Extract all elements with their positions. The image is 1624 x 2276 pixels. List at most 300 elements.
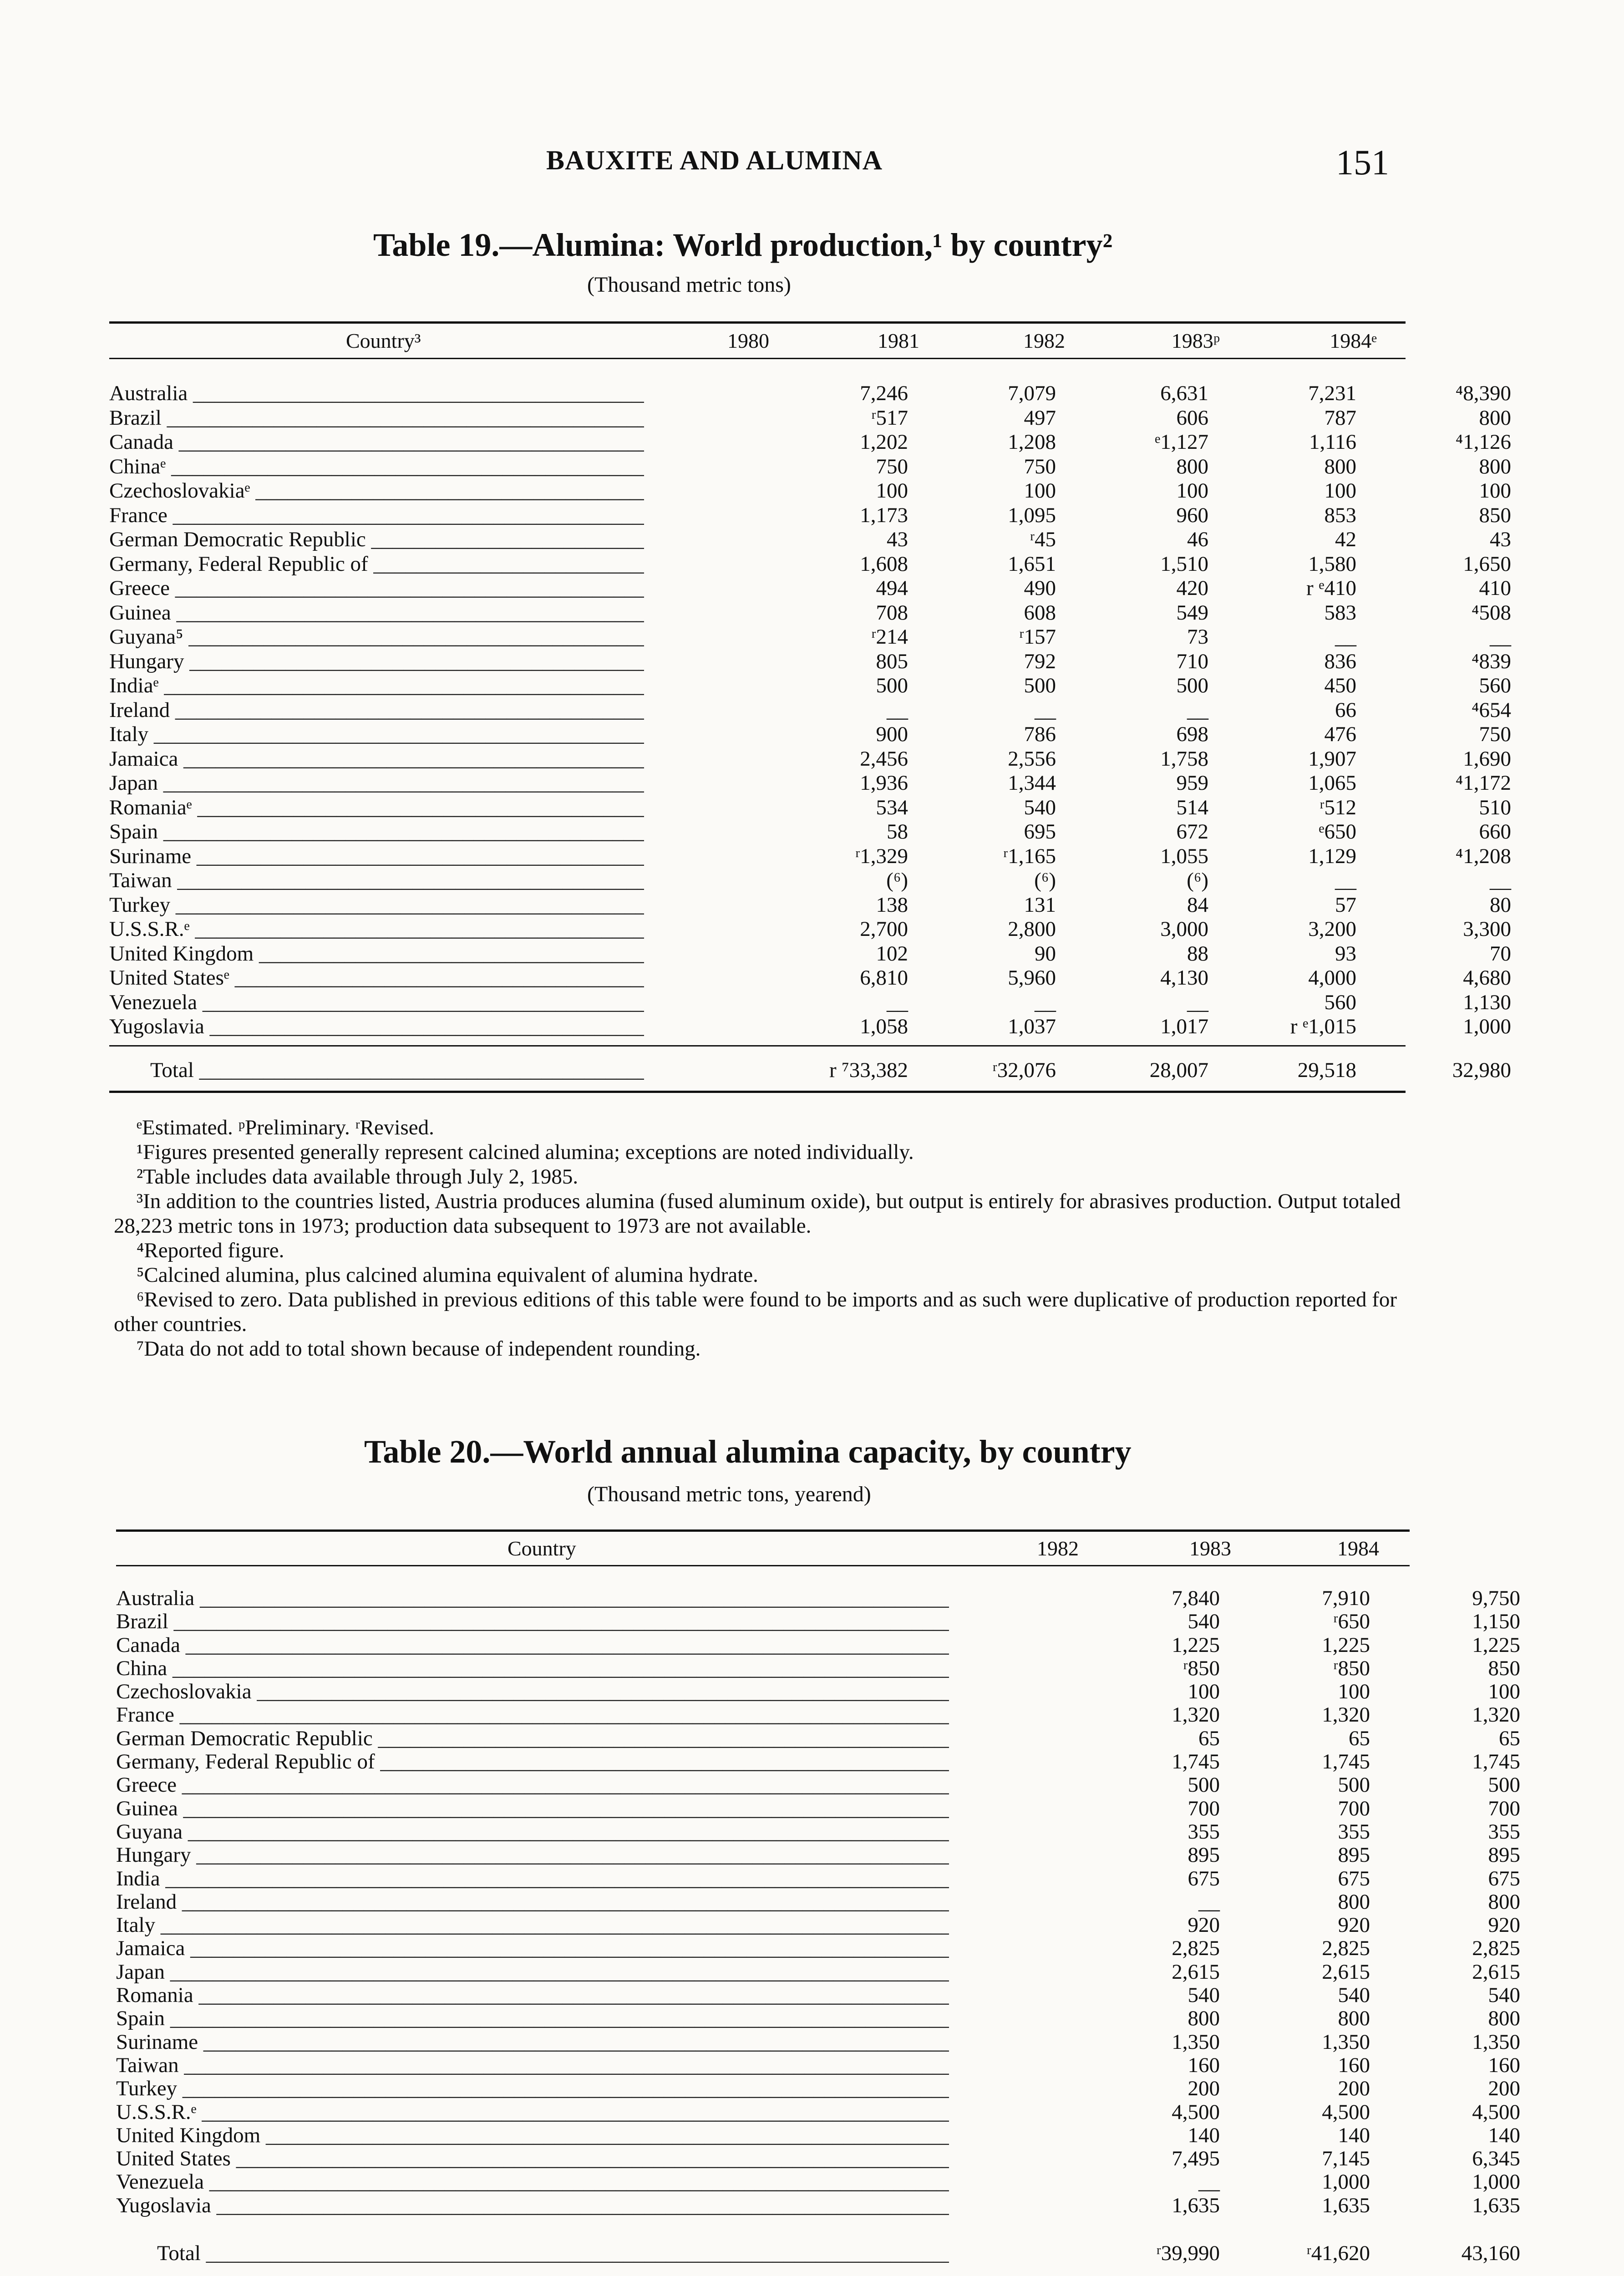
table20-value-cell: 800 — [1338, 2007, 1370, 2031]
table19-value-cell: 100 — [1176, 479, 1208, 503]
table20-header — [116, 1536, 1410, 1564]
table19-country-cell: Indiaᵉ _____ — [109, 674, 644, 698]
table20-value-cell: 700 — [1188, 1796, 1220, 1820]
table20-top-rule — [116, 1529, 1410, 1532]
table20-value-cell: 2,615 — [1472, 1960, 1520, 1984]
table20-country-cell: German Democratic Republic _____ — [116, 1727, 949, 1750]
table20-row — [116, 1843, 1520, 1867]
table19-value-cell: 1,129 — [1308, 844, 1356, 868]
table19-value-cell: 560 — [1479, 674, 1511, 697]
table20-value-cell: 800 — [1488, 1890, 1520, 1914]
table20-value-cell: 1,000 — [1472, 2170, 1520, 2194]
table19-value-cell: 1,130 — [1463, 990, 1511, 1014]
table19-value-cell: 43 — [1490, 528, 1511, 551]
table20-country-cell: Venezuela _____ — [116, 2170, 949, 2194]
table20-value-cell: 895 — [1488, 1843, 1520, 1867]
table20-value-cell: 140 — [1188, 2123, 1220, 2147]
table19-value-cell: 131 — [1024, 893, 1056, 917]
table20-total-1983: ʳ41,620 — [1306, 2241, 1370, 2265]
table20-value-cell: 65 — [1198, 1726, 1220, 1750]
footnote-6: ⁶Revised to zero. Data published in previous editions of this table were found to be imports and as such were duplicative of production reported for other countries. — [114, 1288, 1397, 1336]
table19-value-cell: 494 — [876, 576, 908, 600]
table19-value-cell: 80 — [1490, 893, 1511, 917]
table19-value-cell: __ — [887, 990, 908, 1014]
table19-row — [109, 722, 1511, 747]
table20-value-cell: 1,745 — [1322, 1750, 1370, 1774]
table20-value-cell: 1,745 — [1472, 1750, 1520, 1774]
table20-value-cell: 540 — [1188, 1983, 1220, 2007]
table20-value-cell: 1,320 — [1172, 1703, 1220, 1727]
table20-value-cell: ʳ850 — [1183, 1656, 1220, 1680]
table19-value-cell: 1,055 — [1160, 844, 1208, 868]
table19-country-cell: Venezuela _____ — [109, 991, 644, 1015]
table20-value-cell: 540 — [1188, 1610, 1220, 1634]
footnote-legend: ᵉEstimated. ᵖPreliminary. ʳRevised. — [137, 1116, 434, 1139]
table19-bottom-rule — [109, 1091, 1406, 1093]
table19-value-cell: ⁴654 — [1472, 698, 1511, 722]
table20-value-cell: 500 — [1188, 1773, 1220, 1797]
table19-value-cell: 46 — [1187, 528, 1208, 551]
table19-row — [109, 454, 1511, 479]
table19-row — [109, 1015, 1511, 1039]
table20-value-cell: 700 — [1488, 1796, 1520, 1820]
table20-value-cell: 1,635 — [1322, 2193, 1370, 2217]
table20-value-cell: 160 — [1188, 2053, 1220, 2077]
table20-value-cell: 7,910 — [1322, 1586, 1370, 1610]
table19-value-cell: 540 — [1024, 795, 1056, 819]
table19-row — [109, 698, 1511, 723]
table20-value-cell: 2,825 — [1472, 1936, 1520, 1961]
table19-row — [109, 893, 1511, 918]
table20-country-cell: Brazil _____ — [116, 1610, 949, 1633]
table19-row — [109, 990, 1511, 1015]
table19-value-cell: 420 — [1176, 576, 1208, 600]
table20-value-cell: 675 — [1488, 1866, 1520, 1890]
table19-header-1984: 1984ᵉ — [1330, 329, 1377, 352]
table19-subtitle: (Thousand metric tons) — [587, 273, 791, 297]
table19-value-cell: ʳ512 — [1320, 795, 1356, 819]
table19-value-cell: 800 — [1479, 454, 1511, 478]
table19-value-cell: 514 — [1176, 795, 1208, 819]
table19-country-cell: France _____ — [109, 503, 644, 528]
table20-value-cell: ʳ650 — [1333, 1610, 1370, 1634]
table19-value-cell: 1,608 — [860, 552, 908, 576]
table19-row — [109, 820, 1511, 844]
table20-value-cell: 920 — [1488, 1913, 1520, 1937]
table20-row — [116, 1866, 1520, 1890]
table19-country-cell: U.S.S.R.ᵉ _____ — [109, 917, 644, 941]
table19-value-cell: 88 — [1187, 941, 1208, 965]
table19-header — [109, 329, 1406, 356]
footnote-7: ⁷Data do not add to total shown because of independent rounding. — [137, 1337, 701, 1361]
table19-value-cell: ʳ45 — [1030, 528, 1056, 551]
table20-country-cell: Germany, Federal Republic of _____ — [116, 1750, 949, 1773]
table20-body — [116, 1586, 1520, 2217]
table19-value-cell: 534 — [876, 795, 908, 819]
table19-total-row — [150, 1058, 1511, 1083]
table20-country-cell: Guyana _____ — [116, 1820, 949, 1844]
table19-value-cell: 7,079 — [1008, 381, 1056, 405]
table19-value-cell: ʳ214 — [871, 625, 908, 649]
table20-row — [116, 1983, 1520, 2007]
table19-value-cell: (⁶) — [886, 869, 908, 892]
table19-value-cell: 695 — [1024, 820, 1056, 843]
table20-total-row — [157, 2241, 1520, 2265]
running-head: BAUXITE AND ALUMINA — [546, 145, 883, 175]
table20-country-cell: Jamaica _____ — [116, 1937, 949, 1960]
table19-value-cell: ʳ517 — [871, 406, 908, 430]
table19-value-cell: ʳ157 — [1019, 625, 1056, 649]
table19-value-cell: 73 — [1187, 625, 1208, 649]
table19-value-cell: 900 — [876, 722, 908, 746]
table20-row — [116, 1890, 1520, 1914]
table19-total-1984: 32,980 — [1452, 1058, 1511, 1082]
table19-value-cell: 1,173 — [860, 503, 908, 527]
table19-value-cell: __ — [1335, 625, 1356, 649]
table19-value-cell: 4,130 — [1160, 966, 1208, 990]
table20-value-cell: 65 — [1499, 1726, 1520, 1750]
table20-row — [116, 2123, 1520, 2147]
table19-value-cell: 70 — [1490, 941, 1511, 965]
table20-value-cell: 1,225 — [1172, 1633, 1220, 1657]
table20-value-cell: 65 — [1349, 1726, 1370, 1750]
table19-value-cell: 2,800 — [1008, 917, 1056, 941]
table20-value-cell: 160 — [1338, 2053, 1370, 2077]
table20-country-cell: Romania _____ — [116, 1984, 949, 2007]
table19-value-cell: 787 — [1324, 406, 1356, 430]
table20-header-country: Country — [508, 1537, 576, 1560]
table20-value-cell: 200 — [1188, 2077, 1220, 2101]
table20-row — [116, 1656, 1520, 1680]
table20-value-cell: 1,320 — [1472, 1703, 1520, 1727]
table20-title: Table 20.—World annual alumina capacity, by country — [364, 1433, 1132, 1470]
table20-country-cell: Hungary _____ — [116, 1844, 949, 1867]
table19-value-cell: 90 — [1035, 941, 1056, 965]
table20-value-cell: 850 — [1488, 1656, 1520, 1680]
table20-row — [116, 2077, 1520, 2101]
table20-value-cell: 1,000 — [1322, 2170, 1370, 2194]
table19-header-rule — [109, 358, 1406, 359]
table19-row — [109, 747, 1511, 772]
table20-country-cell: Taiwan _____ — [116, 2054, 949, 2077]
table19-value-cell: 93 — [1335, 941, 1356, 965]
table19-value-cell: 710 — [1176, 649, 1208, 673]
table19-value-cell: 1,202 — [860, 430, 908, 454]
table19-row — [109, 844, 1511, 869]
table20-country-cell: Suriname _____ — [116, 2031, 949, 2054]
table20-country-cell: Australia _____ — [116, 1587, 949, 1610]
table20-country-cell: Guinea _____ — [116, 1797, 949, 1820]
table19-value-cell: 500 — [876, 674, 908, 697]
table19-value-cell: 410 — [1479, 576, 1511, 600]
table20-row — [116, 1913, 1520, 1937]
table19-row — [109, 406, 1511, 431]
table20-value-cell: 200 — [1338, 2077, 1370, 2101]
table19-total-1982: 28,007 — [1149, 1058, 1208, 1082]
table20-value-cell: 500 — [1338, 1773, 1370, 1797]
table20-value-cell: 160 — [1488, 2053, 1520, 2077]
page-number: 151 — [1336, 142, 1389, 182]
table19-value-cell: 497 — [1024, 406, 1056, 430]
footnote-3: ³In addition to the countries listed, Austria produces alumina (fused aluminum oxide), but output is entirely for abrasives production. Output totaled 28,223 metric tons in 1973; production data subsequent to 1973 are not available. — [114, 1189, 1401, 1238]
table20-total-label: Total _____ — [157, 2242, 949, 2265]
table19-value-cell: ⁴1,126 — [1455, 430, 1511, 454]
footnote-4: ⁴Reported figure. — [137, 1239, 284, 1262]
table20-value-cell: 800 — [1338, 1890, 1370, 1914]
table19-value-cell: 57 — [1335, 893, 1356, 917]
table20-value-cell: 895 — [1188, 1843, 1220, 1867]
table20-country-cell: France _____ — [116, 1703, 949, 1727]
table19-value-cell: 853 — [1324, 503, 1356, 527]
table20-value-cell: 7,840 — [1172, 1586, 1220, 1610]
table19-value-cell: r ᵉ410 — [1306, 576, 1356, 600]
table19-value-cell: 960 — [1176, 503, 1208, 527]
table20-value-cell: 7,495 — [1172, 2147, 1220, 2171]
footnote-1: ¹Figures presented generally represent calcined alumina; exceptions are noted individually. — [137, 1140, 914, 1164]
footnote-5: ⁵Calcined alumina, plus calcined alumina equivalent of alumina hydrate. — [137, 1263, 758, 1287]
table20-value-cell: 2,825 — [1322, 1936, 1370, 1961]
table19-value-cell: 1,017 — [1160, 1015, 1208, 1038]
table19-row — [109, 869, 1511, 893]
table19-row — [109, 771, 1511, 796]
table20-value-cell: 1,225 — [1472, 1633, 1520, 1657]
table19-country-cell: Italy _____ — [109, 722, 644, 747]
table20-value-cell: 355 — [1488, 1819, 1520, 1844]
table20-row — [116, 1633, 1520, 1657]
table19-row — [109, 600, 1511, 625]
table19-row — [109, 381, 1511, 406]
table19-value-cell: 1,058 — [860, 1015, 908, 1038]
table19-value-cell: 1,344 — [1008, 771, 1056, 795]
table19-country-cell: Brazil _____ — [109, 406, 644, 430]
table19-value-cell: 750 — [1024, 454, 1056, 478]
table20-row — [116, 1726, 1520, 1750]
table20-country-cell: Yugoslavia _____ — [116, 2194, 949, 2217]
table20-subtitle: (Thousand metric tons, yearend) — [587, 1482, 871, 1506]
table20-value-cell: 1,150 — [1472, 1610, 1520, 1634]
table19-row — [109, 941, 1511, 966]
table19-value-cell: 959 — [1176, 771, 1208, 795]
table20-value-cell: 700 — [1338, 1796, 1370, 1820]
table20-country-cell: Canada _____ — [116, 1634, 949, 1657]
table19-value-cell: 1,936 — [860, 771, 908, 795]
table20-row — [116, 1586, 1520, 1610]
table20-value-cell: 895 — [1338, 1843, 1370, 1867]
table20-value-cell: 355 — [1338, 1819, 1370, 1844]
table20-value-cell: 140 — [1338, 2123, 1370, 2147]
table19-value-cell: 1,651 — [1008, 552, 1056, 576]
table19-value-cell: 2,456 — [860, 747, 908, 771]
table20-country-cell: India _____ — [116, 1867, 949, 1890]
table19-row — [109, 576, 1511, 601]
table19-value-cell: 58 — [887, 820, 908, 843]
table19-title: Table 19.—Alumina: World production,¹ by country² — [373, 227, 1113, 263]
table19-value-cell: 672 — [1176, 820, 1208, 843]
table19-value-cell: 4,680 — [1463, 966, 1511, 990]
table19-value-cell: 100 — [876, 479, 908, 503]
table20-header-rule — [116, 1565, 1410, 1566]
table19-value-cell: 500 — [1024, 674, 1056, 697]
table20-row — [116, 2030, 1520, 2054]
table19-value-cell: 1,580 — [1308, 552, 1356, 576]
table20-row — [116, 1773, 1520, 1797]
table19-country-cell: Guinea _____ — [109, 601, 644, 625]
table19-value-cell: 1,758 — [1160, 747, 1208, 771]
table20-row — [116, 2147, 1520, 2171]
table20-row — [116, 2170, 1520, 2194]
table20-country-cell: U.S.S.R.ᵉ _____ — [116, 2101, 949, 2124]
table19-value-cell: 750 — [1479, 722, 1511, 746]
table19-country-cell: United Kingdom _____ — [109, 942, 644, 966]
table19-value-cell: 608 — [1024, 600, 1056, 625]
table19-value-cell: 805 — [876, 649, 908, 673]
table20-value-cell: __ — [1198, 1890, 1220, 1914]
table20-value-cell: ʳ850 — [1333, 1656, 1370, 1680]
table19-value-cell: 4,000 — [1308, 966, 1356, 990]
table19-value-cell: 66 — [1335, 698, 1356, 722]
table19-row — [109, 795, 1511, 820]
table20-row — [116, 2100, 1520, 2124]
table20-value-cell: 100 — [1488, 1680, 1520, 1704]
table19-total-1981: ʳ32,076 — [992, 1058, 1056, 1082]
table20-row — [116, 1936, 1520, 1961]
table19-value-cell: 43 — [887, 528, 908, 551]
table20-country-cell: Greece _____ — [116, 1773, 949, 1797]
table19-value-cell: 100 — [1324, 479, 1356, 503]
table20-value-cell: 800 — [1488, 2007, 1520, 2031]
table19-value-cell: 102 — [876, 941, 908, 965]
table20-value-cell: 355 — [1188, 1819, 1220, 1844]
table19-value-cell: (⁶) — [1187, 869, 1208, 892]
table20-row — [116, 2007, 1520, 2031]
table19-header-1981: 1981 — [878, 329, 919, 352]
table20-country-cell: Ireland _____ — [116, 1890, 949, 1914]
table19-value-cell: 850 — [1479, 503, 1511, 527]
table19-value-cell: 1,037 — [1008, 1015, 1056, 1038]
table19-value-cell: 7,231 — [1308, 381, 1356, 405]
table20-country-cell: Japan _____ — [116, 1961, 949, 1984]
table20-country-cell: China _____ — [116, 1657, 949, 1680]
table19-value-cell: 5,960 — [1008, 966, 1056, 990]
table20-value-cell: 200 — [1488, 2077, 1520, 2101]
table20-value-cell: 1,225 — [1322, 1633, 1370, 1657]
table20-value-cell: 500 — [1488, 1773, 1520, 1797]
table19-country-cell: Australia _____ — [109, 381, 644, 406]
table19-value-cell: 1,907 — [1308, 747, 1356, 771]
table20-value-cell: 9,750 — [1472, 1586, 1520, 1610]
table20-country-cell: Turkey _____ — [116, 2077, 949, 2100]
table20-value-cell: 4,500 — [1472, 2100, 1520, 2124]
table19-country-cell: Yugoslavia _____ — [109, 1015, 644, 1039]
table19-row — [109, 966, 1511, 991]
table19-value-cell: 1,095 — [1008, 503, 1056, 527]
table19-value-cell: ⁴508 — [1472, 600, 1511, 625]
table20-value-cell: 6,345 — [1472, 2147, 1520, 2171]
table19-value-cell: 606 — [1176, 406, 1208, 430]
table19-top-rule — [109, 321, 1406, 324]
table20-row — [116, 2053, 1520, 2077]
table19-country-cell: Jamaica _____ — [109, 747, 644, 771]
table20-value-cell: 2,615 — [1172, 1960, 1220, 1984]
table19-value-cell: ⁴1,208 — [1455, 844, 1511, 868]
table19-value-cell: __ — [1187, 698, 1208, 722]
table19-country-cell: Suriname _____ — [109, 844, 644, 869]
table20-value-cell: 675 — [1188, 1866, 1220, 1890]
table19-country-cell: Ireland _____ — [109, 698, 644, 722]
table19-value-cell: 510 — [1479, 795, 1511, 819]
table19-value-cell: 800 — [1479, 406, 1511, 430]
table19-header-country: Country³ — [346, 329, 421, 352]
table19-country-cell: Chinaᵉ _____ — [109, 455, 644, 479]
table20-value-cell: 1,350 — [1472, 2030, 1520, 2054]
table19-row — [109, 528, 1511, 552]
table19-country-cell: Canada _____ — [109, 430, 644, 454]
table19-value-cell: 1,650 — [1463, 552, 1511, 576]
table19-value-cell: 1,000 — [1463, 1015, 1511, 1038]
table20-country-cell: United Kingdom _____ — [116, 2124, 949, 2147]
table20-row — [116, 2193, 1520, 2217]
table19-value-cell: r ᵉ1,015 — [1290, 1015, 1356, 1038]
table19-value-cell: 7,246 — [860, 381, 908, 405]
table19-header-1982: 1982 — [1023, 329, 1065, 352]
table20-value-cell: 1,320 — [1322, 1703, 1370, 1727]
table20-country-cell: Italy _____ — [116, 1914, 949, 1937]
table19-value-cell: __ — [887, 698, 908, 722]
table20-row — [116, 1610, 1520, 1634]
table20-country-cell: Spain _____ — [116, 2007, 949, 2030]
table19-value-cell: __ — [1187, 990, 1208, 1014]
table19-value-cell: 42 — [1335, 528, 1356, 551]
table20-value-cell: 920 — [1188, 1913, 1220, 1937]
table19-value-cell: 786 — [1024, 722, 1056, 746]
table19-row — [109, 430, 1511, 455]
table19-country-cell: Guyana⁵ _____ — [109, 625, 644, 649]
table19-value-cell: __ — [1035, 698, 1056, 722]
table20-value-cell: 1,745 — [1172, 1750, 1220, 1774]
table19-total-label: Total _____ — [150, 1058, 644, 1082]
table19-value-cell: ʳ1,165 — [1003, 844, 1056, 868]
table19-value-cell: __ — [1035, 990, 1056, 1014]
table20-row — [116, 1960, 1520, 1984]
table20-row — [116, 1680, 1520, 1704]
table19-value-cell: 1,208 — [1008, 430, 1056, 454]
table19-value-cell: __ — [1490, 869, 1511, 892]
table20-value-cell: 1,350 — [1172, 2030, 1220, 2054]
table19-country-cell: Taiwan _____ — [109, 869, 644, 893]
table20-value-cell: 920 — [1338, 1913, 1370, 1937]
table19-value-cell: 2,700 — [860, 917, 908, 941]
table20-value-cell: 100 — [1338, 1680, 1370, 1704]
table19-value-cell: 2,556 — [1008, 747, 1056, 771]
table20-value-cell: 540 — [1338, 1983, 1370, 2007]
table19-country-cell: German Democratic Republic _____ — [109, 528, 644, 552]
table19-country-cell: Greece _____ — [109, 576, 644, 600]
table19-country-cell: Romaniaᵉ _____ — [109, 796, 644, 820]
table19-value-cell: 800 — [1176, 454, 1208, 478]
table19-value-cell: 1,116 — [1309, 430, 1356, 454]
table19-row — [109, 552, 1511, 577]
table19-value-cell: 6,631 — [1160, 381, 1208, 405]
table19-value-cell: 6,810 — [860, 966, 908, 990]
table19-country-cell: United Statesᵉ _____ — [109, 966, 644, 990]
table19-value-cell: ⁴839 — [1472, 649, 1511, 673]
table19-value-cell: ⁴1,172 — [1455, 771, 1511, 795]
table20-value-cell: 4,500 — [1322, 2100, 1370, 2124]
table20-value-cell: 100 — [1188, 1680, 1220, 1704]
table19-body — [109, 381, 1511, 1039]
table20-value-cell: 1,350 — [1322, 2030, 1370, 2054]
table19-value-cell: 708 — [876, 600, 908, 625]
